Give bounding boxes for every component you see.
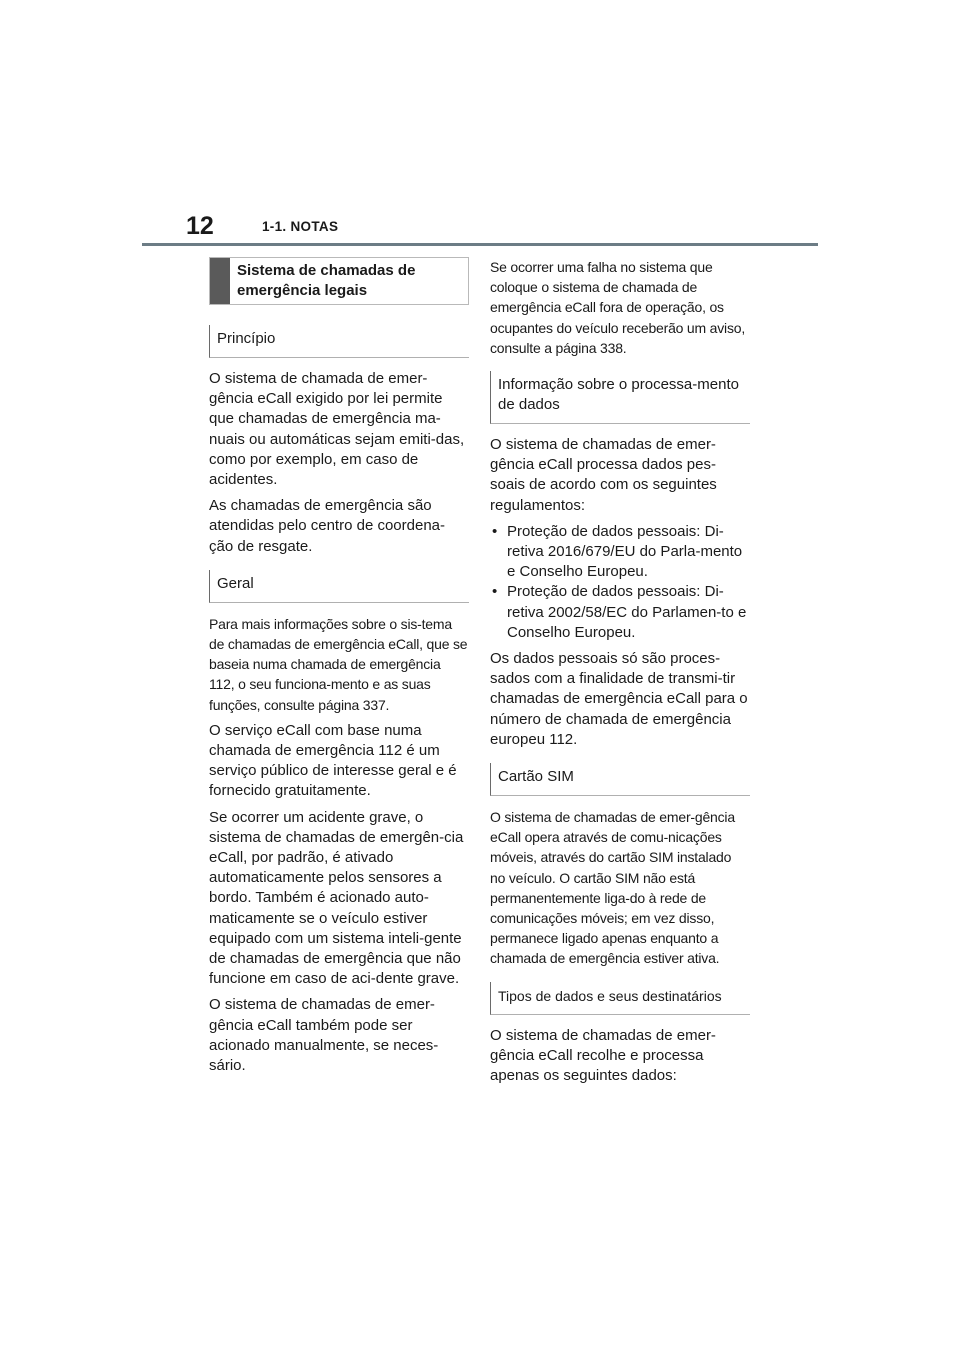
paragraph: Os dados pessoais só são proces-sados com a finalidade de transmi-tir chamadas de emergência eCall para o número de chamada de emergência europeu 112. xyxy=(490,650,748,748)
paragraph: O serviço eCall com base numa chamada de emergência 112 é um serviço público de interesse geral e é fornecido gratuitamente. xyxy=(209,721,457,800)
subheading-tipos-dados: Tipos de dados e seus destinatários xyxy=(490,982,750,1015)
paragraph: Para mais informações sobre o sis-tema de chamadas de emergência eCall, que se baseia numa chamada de emergência 112, o seu funciona-mento e as suas funções, consulte página 337. xyxy=(209,615,468,713)
paragraph: O sistema de chamadas de emer-gência eCall processa dados pes-soais de acordo com os seguintes regulamentos: xyxy=(490,436,717,514)
paragraph: As chamadas de emergência são atendidas pelo centro de coordena-ção de resgate. xyxy=(209,497,446,555)
header-rule xyxy=(142,243,818,246)
subheading-principio: Princípio xyxy=(209,325,469,358)
subheading-cartao-sim: Cartão SIM xyxy=(490,763,750,796)
paragraph: O sistema de chamadas de emer-gência eCall também pode ser acionado manualmente, se neces-sário. xyxy=(209,996,439,1075)
main-heading: Sistema de chamadas de emergência legais xyxy=(237,262,416,299)
subheading-geral: Geral xyxy=(209,570,469,603)
right-column xyxy=(490,257,750,1092)
paragraph: O sistema de chamada de emer-gência eCall exigido por lei permite que chamadas de emergência ma-nuais ou automáticas sejam emiti-das, como por exemplo, em caso de acidentes. xyxy=(209,370,465,489)
paragraph: Se ocorrer uma falha no sistema que coloque o sistema de chamada de emergência eCall fora de operação, os ocupantes do veículo receberão um aviso, consulte a página 338. xyxy=(490,259,746,356)
subheading-processamento: Informação sobre o processa-mento de dados xyxy=(490,371,750,424)
paragraph: Se ocorrer um acidente grave, o sistema de chamadas de emergên-cia eCall, por padrão, é ativado automaticamente pelos sensores a bordo. Também é acionado auto-maticamente se o veículo estiver equipado com um sistema inteli-gente de chamadas de emergência que não funcione em caso de aci-dente grave. xyxy=(209,808,464,988)
section-title: 1-1. NOTAS xyxy=(262,219,339,234)
bullet-icon: • xyxy=(492,522,498,540)
heading-accent-bar xyxy=(210,258,230,304)
page-number: 12 xyxy=(186,212,214,240)
bullet-icon: • xyxy=(492,583,498,601)
paragraph: O sistema de chamadas de emer-gência eCall opera através de comu-nicações móveis, através do cartão SIM instalado no veículo. O cartão SIM não está permanentemente liga-do à rede de comunicações móveis; em vez disso, permanece ligado apenas enquanto a chamada de emergência estiver ativa. xyxy=(490,809,735,967)
regulation-list xyxy=(490,522,750,643)
list-item: • Proteção de dados pessoais: Di-retiva 2002/58/EC do Parlamen-to e Conselho Europeu. xyxy=(492,583,747,641)
paragraph: O sistema de chamadas de emer-gência eCall recolhe e processa apenas os seguintes dados: xyxy=(490,1026,716,1085)
left-column xyxy=(209,257,469,1082)
list-item: • Proteção de dados pessoais: Di-retiva 2016/679/EU do Parla-mento e Conselho Europeu. xyxy=(492,522,743,581)
main-heading-box xyxy=(209,257,469,305)
